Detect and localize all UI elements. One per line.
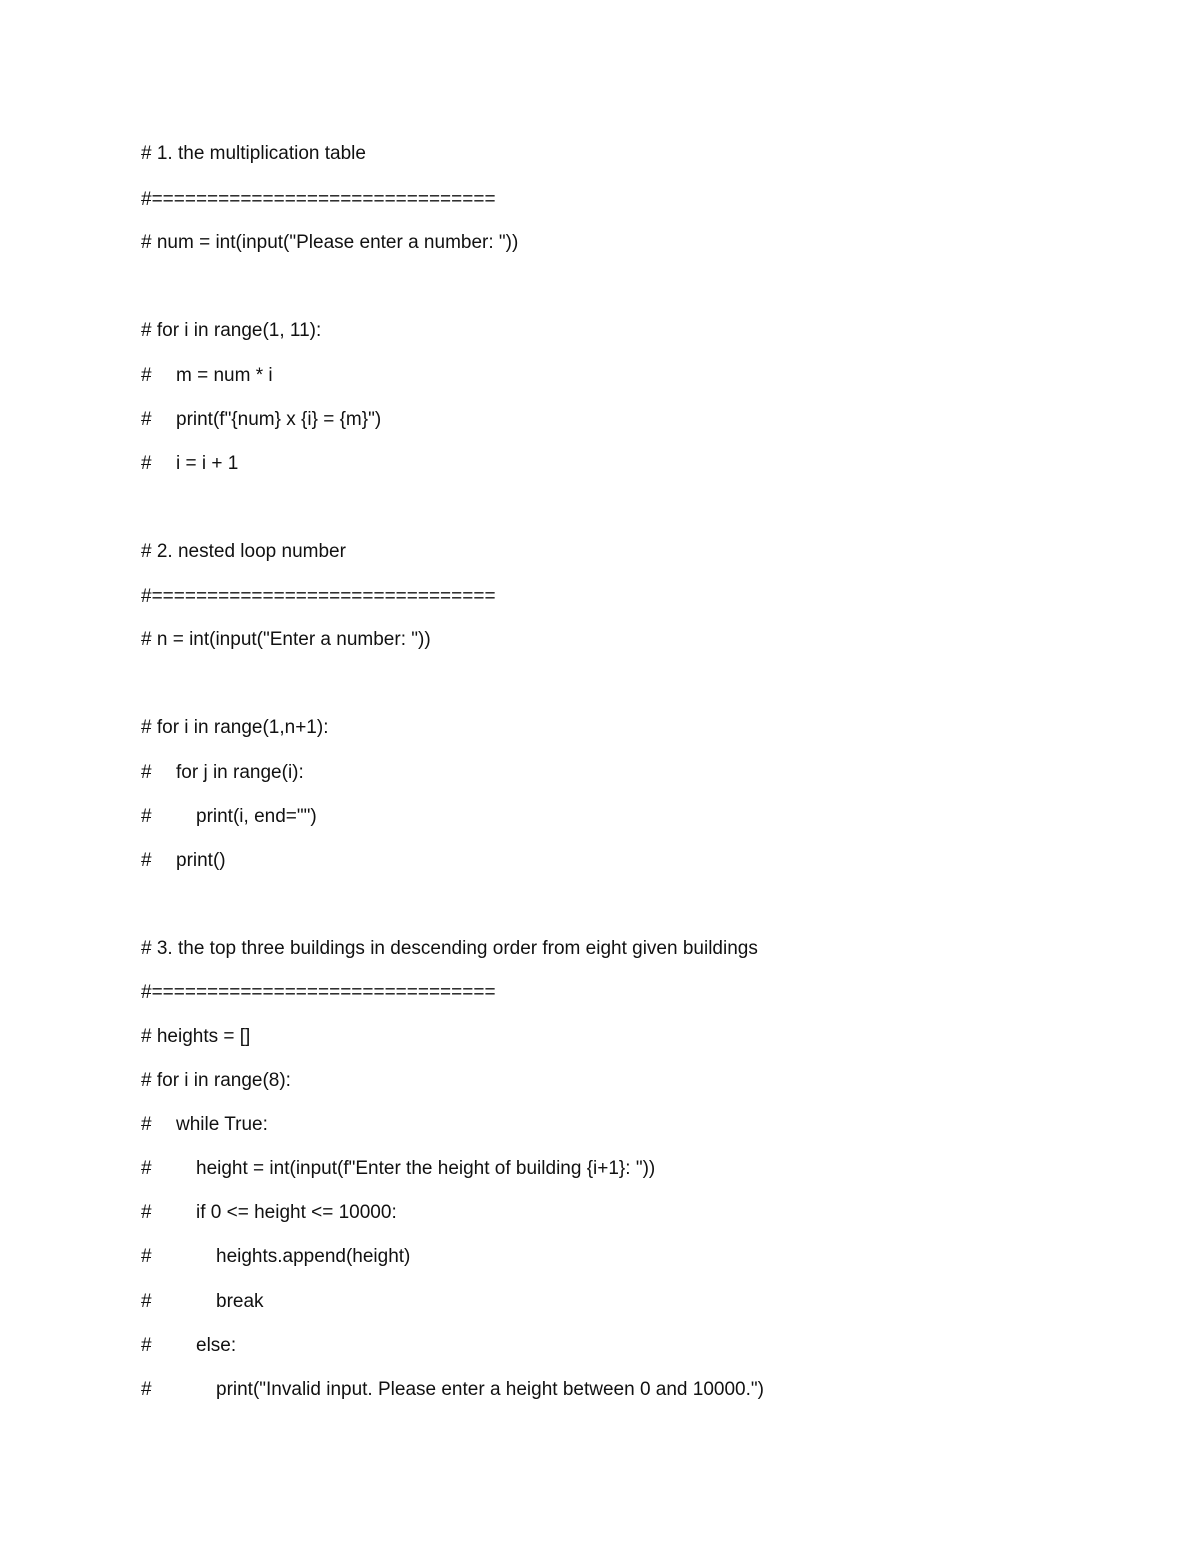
code-line — [141, 407, 382, 433]
code-text: i = i + 1 — [176, 453, 239, 474]
comment-mark: # — [141, 365, 152, 386]
code-line — [141, 804, 317, 830]
comment-mark: # — [141, 409, 152, 430]
code-line — [141, 1112, 268, 1138]
code-text: heights.append(height) — [216, 1246, 411, 1267]
code-text: else: — [196, 1335, 237, 1356]
section-2-heading: # 2. nested loop number — [141, 541, 346, 562]
section-1-divider: #=============================== — [141, 189, 496, 210]
code-text: for j in range(i): — [176, 762, 304, 783]
code-line — [141, 363, 273, 389]
comment-mark: # — [141, 1202, 152, 1223]
comment-mark: # — [141, 1158, 152, 1179]
code-line — [141, 1244, 411, 1270]
code-text: break — [216, 1291, 264, 1312]
section-2-divider: #=============================== — [141, 586, 496, 607]
comment-mark: # — [141, 762, 152, 783]
code-line — [141, 451, 239, 477]
comment-mark: # — [141, 806, 152, 827]
comment-mark: # — [141, 1379, 152, 1400]
code-line: # for i in range(1,n+1): — [141, 717, 329, 738]
code-line — [141, 1156, 656, 1182]
section-3-heading: # 3. the top three buildings in descending order from eight given buildings — [141, 938, 758, 959]
code-line — [141, 760, 304, 786]
code-line — [141, 1289, 264, 1315]
section-3-divider: #=============================== — [141, 982, 496, 1003]
comment-mark: # — [141, 453, 152, 474]
comment-mark: # — [141, 1291, 152, 1312]
code-line: # num = int(input("Please enter a number: ")) — [141, 232, 519, 253]
code-text: print(f"{num} x {i} = {m}") — [176, 409, 382, 430]
code-line — [141, 848, 226, 874]
code-text: print("Invalid input. Please enter a height between 0 and 10000.") — [216, 1379, 764, 1400]
code-line: # for i in range(8): — [141, 1070, 291, 1091]
code-line — [141, 1377, 764, 1403]
comment-mark: # — [141, 1335, 152, 1356]
code-text: print(i, end="") — [196, 806, 317, 827]
code-line — [141, 1333, 237, 1359]
code-text: print() — [176, 850, 226, 871]
code-line: # heights = [] — [141, 1026, 251, 1047]
section-1-heading: # 1. the multiplication table — [141, 143, 366, 164]
code-line: # n = int(input("Enter a number: ")) — [141, 629, 431, 650]
code-line — [141, 1200, 397, 1226]
comment-mark: # — [141, 1246, 152, 1267]
code-text: if 0 <= height <= 10000: — [196, 1202, 397, 1223]
code-text: while True: — [176, 1114, 268, 1135]
code-text: height = int(input(f"Enter the height of building {i+1}: ")) — [196, 1158, 656, 1179]
code-line: # for i in range(1, 11): — [141, 320, 322, 341]
code-text: m = num * i — [176, 365, 273, 386]
comment-mark: # — [141, 850, 152, 871]
comment-mark: # — [141, 1114, 152, 1135]
